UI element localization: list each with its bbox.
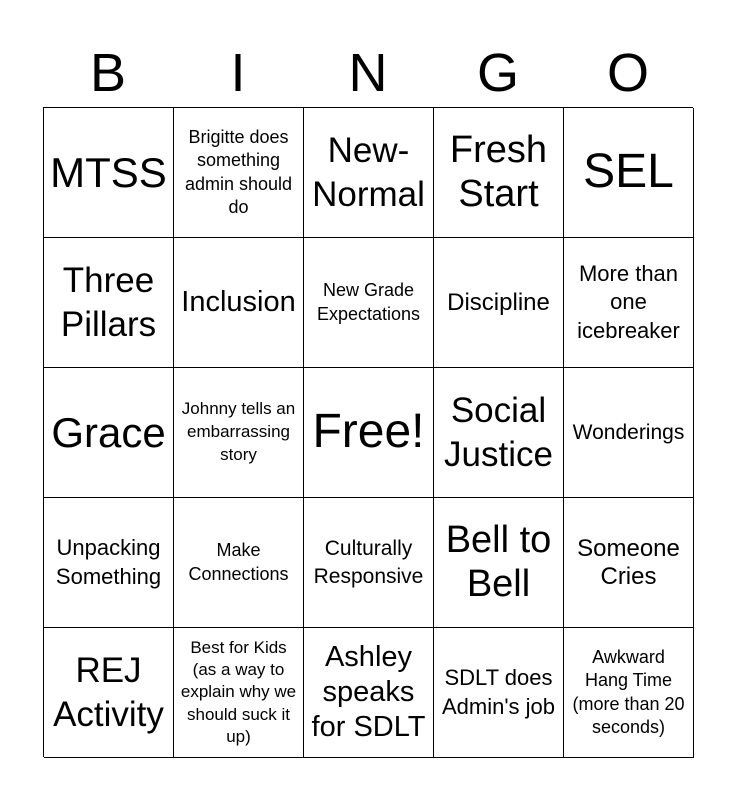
- cell-text: Brigitte does something admin should do: [184, 126, 293, 217]
- bingo-cell[interactable]: [304, 238, 434, 368]
- cell-text: More than one icebreaker: [577, 260, 680, 343]
- bingo-cell[interactable]: [44, 628, 174, 758]
- header-letter-o: O: [606, 43, 649, 103]
- cell-text: Inclusion: [181, 286, 296, 319]
- bingo-cell[interactable]: [434, 368, 564, 498]
- cell-text: Best for Kids (as a way to explain why we should suck it up): [180, 638, 297, 746]
- cell-text: REJ Activity: [53, 650, 164, 734]
- cell-text: Three Pillars: [60, 260, 157, 344]
- header-letter-n: N: [348, 43, 388, 103]
- cell-text: Unpacking Something: [55, 534, 162, 589]
- cell-text: Johnny tells an embarrassing story: [181, 399, 296, 464]
- bingo-board: [43, 107, 693, 757]
- cell-text: Wonderings: [572, 420, 685, 444]
- cell-text: Awkward Hang Time (more than 20 seconds): [572, 646, 685, 737]
- header-letter-i: I: [230, 43, 246, 103]
- bingo-cell[interactable]: [304, 368, 434, 498]
- bingo-cell[interactable]: [304, 498, 434, 628]
- bingo-cell[interactable]: [44, 238, 174, 368]
- bingo-cell[interactable]: [434, 108, 564, 238]
- bingo-cell[interactable]: [174, 108, 304, 238]
- header-letter-g: G: [476, 43, 519, 103]
- cell-text: Bell to Bell: [445, 518, 552, 605]
- bingo-cell[interactable]: [434, 628, 564, 758]
- bingo-cell[interactable]: [44, 368, 174, 498]
- cell-text: Fresh Start: [449, 128, 548, 215]
- bingo-cell[interactable]: [564, 368, 694, 498]
- cell-text: Free!: [312, 405, 425, 459]
- bingo-cell[interactable]: [434, 498, 564, 628]
- cell-text: Social Justice: [444, 390, 553, 474]
- cell-text: Culturally Responsive: [313, 537, 424, 588]
- bingo-cell[interactable]: [434, 238, 564, 368]
- bingo-header: [43, 42, 693, 104]
- bingo-cell[interactable]: [174, 498, 304, 628]
- bingo-cell[interactable]: [564, 238, 694, 368]
- bingo-cell[interactable]: [304, 628, 434, 758]
- cell-text: New-Normal: [312, 130, 425, 214]
- cell-text: SDLT does Admin's job: [441, 664, 556, 719]
- bingo-cell[interactable]: [174, 628, 304, 758]
- cell-text: Grace: [51, 408, 166, 456]
- bingo-cell[interactable]: [174, 368, 304, 498]
- bingo-cell[interactable]: [564, 108, 694, 238]
- cell-text: Someone Cries: [577, 534, 680, 590]
- cell-text: SEL: [583, 145, 674, 199]
- bingo-cell[interactable]: [304, 108, 434, 238]
- bingo-cell[interactable]: [564, 628, 694, 758]
- cell-text: Discipline: [447, 288, 550, 316]
- bingo-cell[interactable]: [564, 498, 694, 628]
- cell-text: MTSS: [50, 148, 167, 196]
- bingo-cell[interactable]: [44, 108, 174, 238]
- header-letter-b: B: [89, 43, 127, 103]
- cell-text: Ashley speaks for SDLT: [311, 641, 426, 743]
- bingo-cell[interactable]: [174, 238, 304, 368]
- bingo-cell[interactable]: [44, 498, 174, 628]
- cell-text: New Grade Expectations: [316, 280, 421, 324]
- cell-text: Make Connections: [188, 540, 289, 584]
